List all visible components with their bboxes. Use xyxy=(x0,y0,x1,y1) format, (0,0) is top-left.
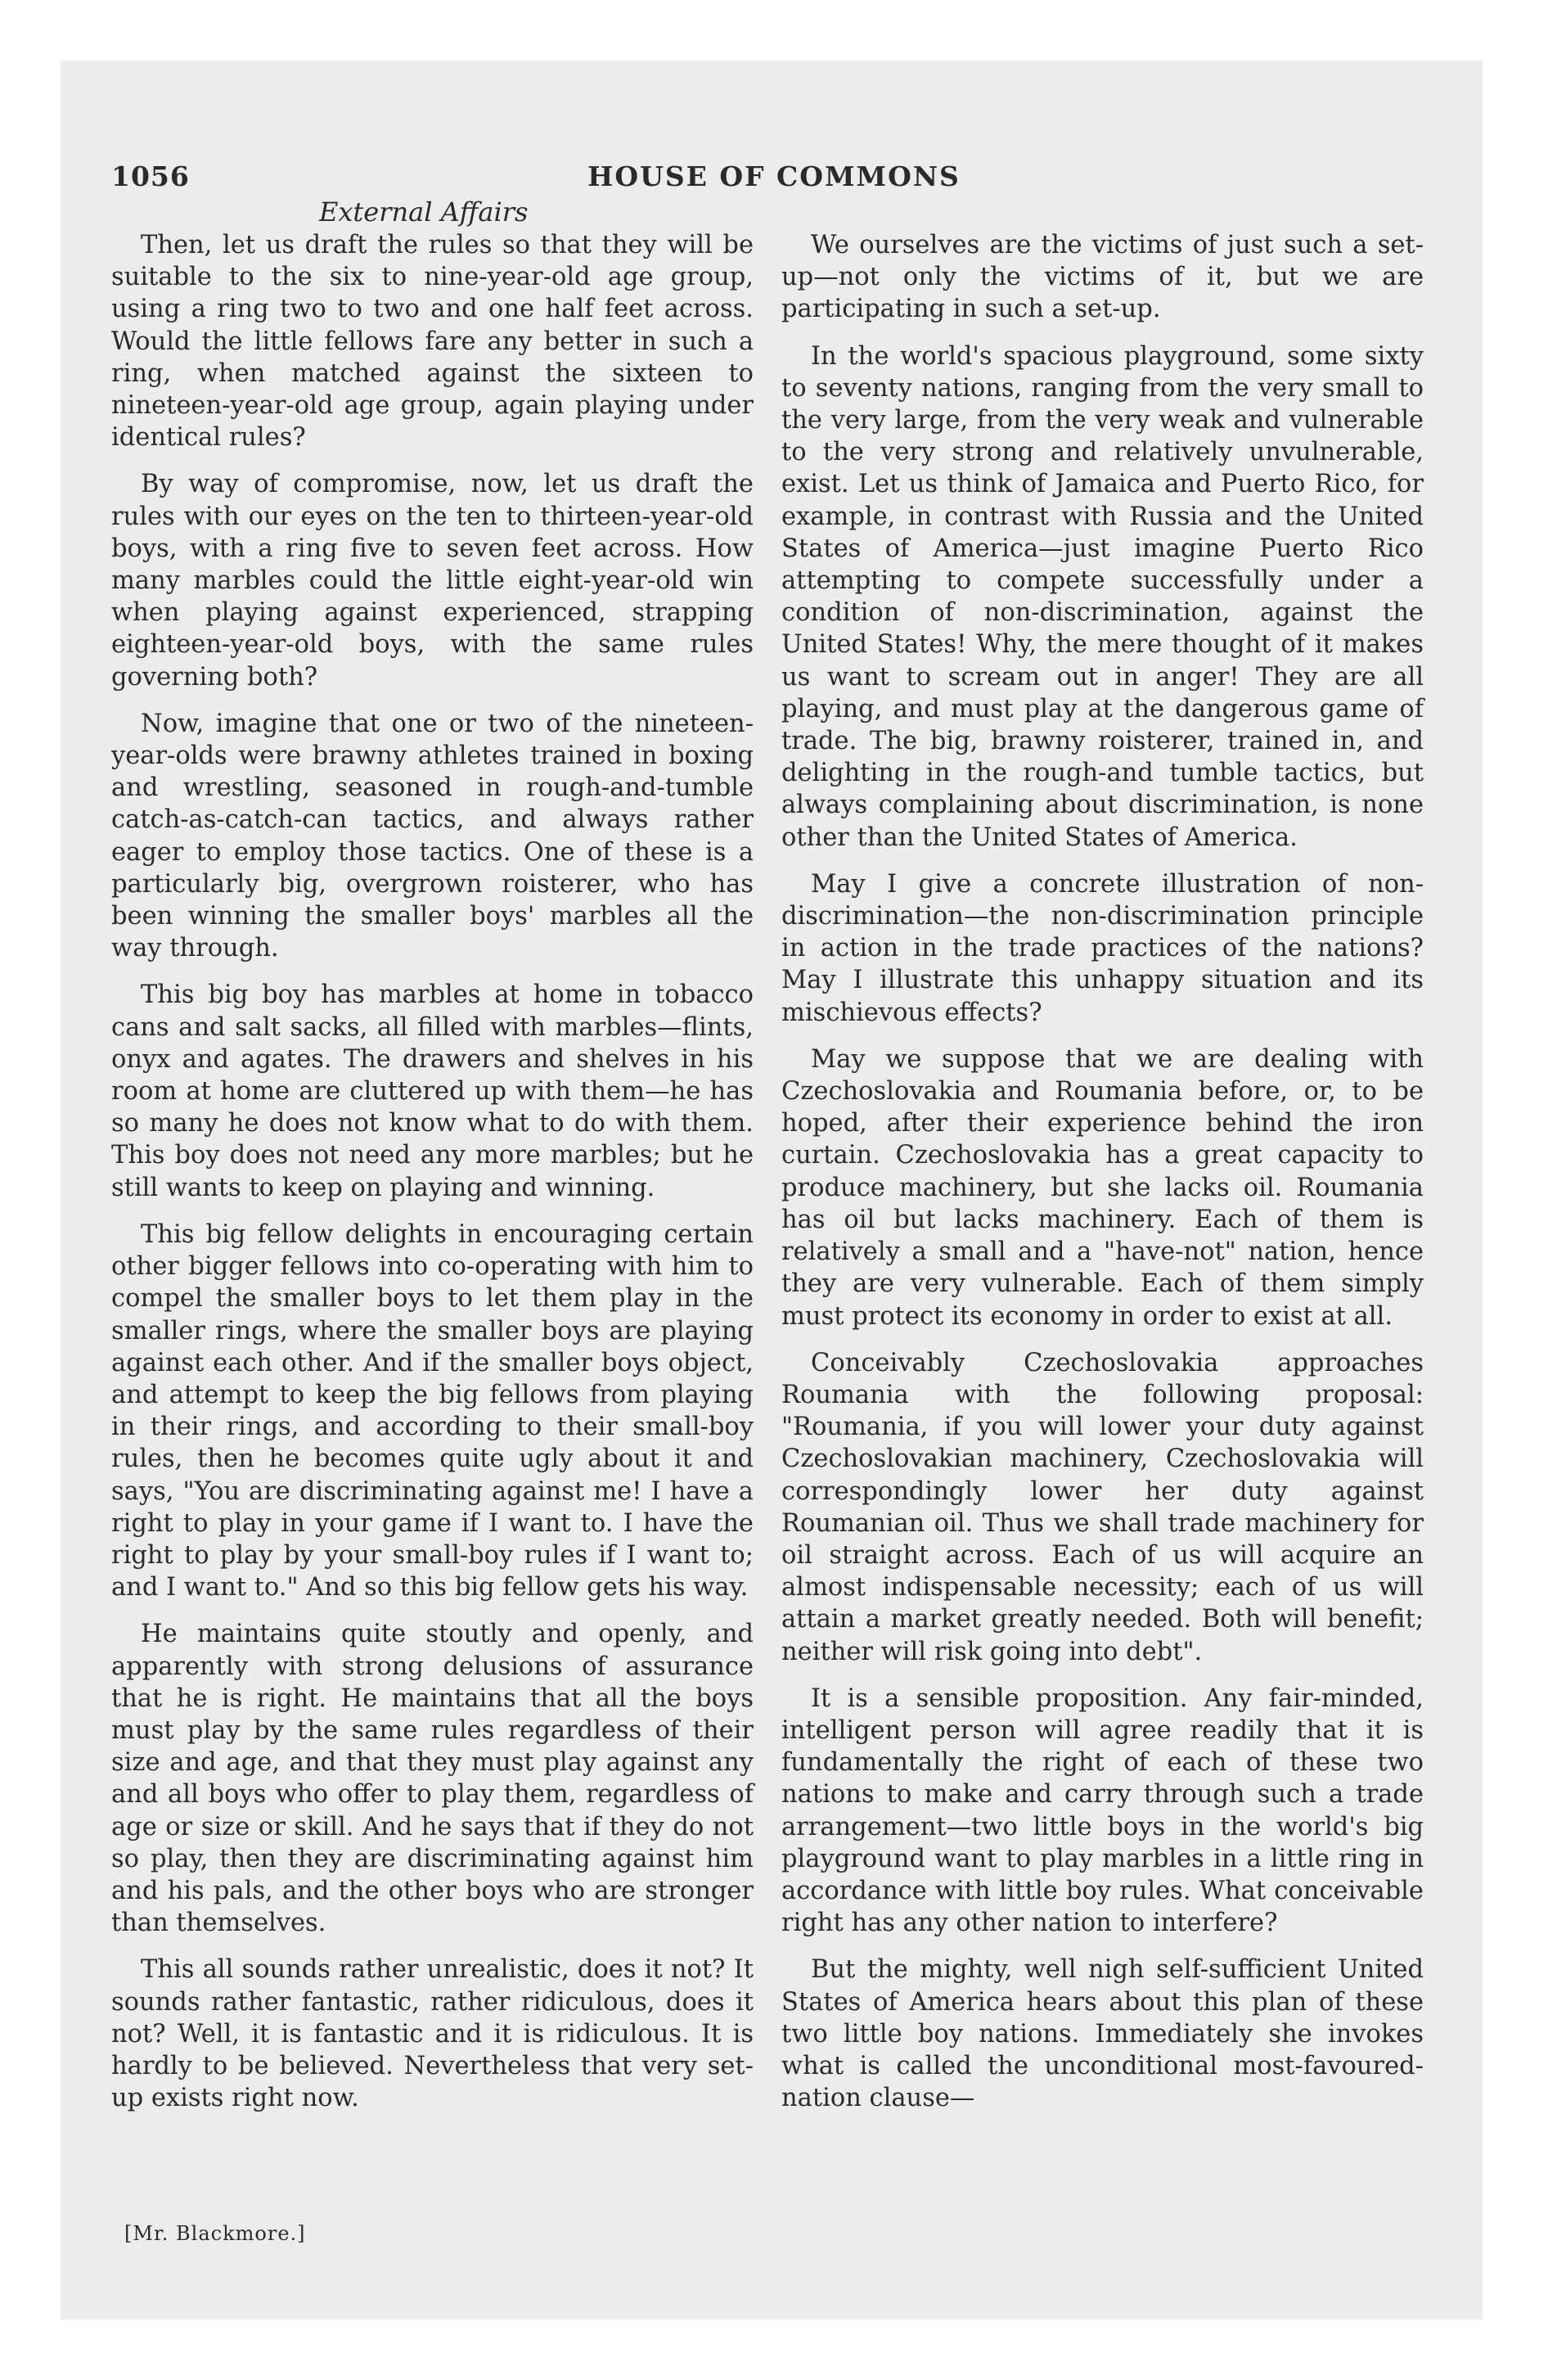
page-title: HOUSE OF COMMONS xyxy=(587,160,961,192)
page-header xyxy=(111,160,1437,198)
speaker-attribution: [Mr. Blackmore.] xyxy=(124,2222,306,2245)
page-number: 1056 xyxy=(111,160,190,192)
left-column xyxy=(111,229,754,2129)
paragraph: May I give a concrete illustration of non-discrimination—the non-discrimination principle in action in the trade practices of the nations? May I illustrate this unhappy situation and its mischievous effects? xyxy=(781,869,1424,1027)
section-subtitle: External Affairs xyxy=(319,196,529,228)
paragraph: This big fellow delights in encouraging certain other bigger fellows into co-operating with him to compel the smaller boys to let them play in the smaller rings, where the smaller boys are playing against each other. And if the smaller boys object, and attempt to keep the big fellows from playing in their rings, and according to their small-boy rules, then he becomes quite ugly about it and says, "You are discriminating against me! I have a right to play in your game if I want to. I have the right to play by your small-boy rules if I want to; and I want to." And so this big fellow gets his way. xyxy=(111,1219,754,1602)
paragraph: We ourselves are the victims of just such a set-up—not only the victims of it, but we are participating in such a set-up. xyxy=(781,231,1424,324)
paragraph: Conceivably Czechoslovakia approaches Roumania with the following proposal: "Roumania, if you will lower your duty against Czechoslovakian machinery, Czechoslovakia will correspondingly lower her duty against Roumanian oil. Thus we shall trade machinery for oil straight across. Each of us will acquire an almost indispensable necessity; each of us will attain a market greatly needed. Both will benefit; neither will risk going into debt". xyxy=(781,1348,1424,1666)
paragraph: Now, imagine that one or two of the nineteen-year-olds were brawny athletes trained in boxing and wrestling, seasoned in rough-and-tumble catch-as-catch-can tactics, and always rather eager to employ those tactics. One of these is a particularly big, overgrown roisterer, who has been winning the smaller boys' marbles all the way through. xyxy=(111,709,754,963)
paragraph: This all sounds rather unrealistic, does it not? It sounds rather fantastic, rather ridiculous, does it not? Well, it is fantastic and it is ridiculous. It is hardly to be believed. Nevertheless that very set-up exists right now. xyxy=(111,1955,754,2113)
paragraph: By way of compromise, now, let us draft the rules with our eyes on the ten to thirteen-year-old boys, with a ring five to seven feet across. How many marbles could the little eight-year-old win when playing against experienced, strapping eighteen-year-old boys, with the same rules governing both? xyxy=(111,470,754,692)
paragraph: He maintains quite stoutly and openly, and apparently with strong delusions of assurance that he is right. He maintains that all the boys must play by the same rules regardless of their size and age, and that they must play against any and all boys who offer to play them, regardless of age or size or skill. And he says that if they do not so play, then they are discriminating against him and his pals, and the other boys who are stronger than themselves. xyxy=(111,1620,754,1938)
paragraph: But the mighty, well nigh self-sufficient United States of America hears about this plan of these two little boy nations. Immediately she invokes what is called the unconditional most-favoured-nation clause— xyxy=(781,1955,1424,2113)
paragraph: May we suppose that we are dealing with Czechoslovakia and Roumania before, or, to be hoped, after their experience behind the iron curtain. Czechoslovakia has a great capacity to produce machinery, but she lacks oil. Roumania has oil but lacks machinery. Each of them is relatively a small and a "have-not" nation, hence they are very vulnerable. Each of them simply must protect its economy in order to exist at all. xyxy=(781,1044,1424,1331)
paragraph: It is a sensible proposition. Any fair-minded, intelligent person will agree readily that it is fundamentally the right of each of these two nations to make and carry through such a trade arrangement—two little boys in the world's big playground want to play marbles in a little ring in accordance with little boy rules. What conceivable right has any other nation to interfere? xyxy=(781,1684,1424,1938)
paragraph: This big boy has marbles at home in tobacco cans and salt sacks, all filled with marbles—flints, onyx and agates. The drawers and shelves in his room at home are cluttered up with them—he has so many he does not know what to do with them. This boy does not need any more marbles; but he still wants to keep on playing and winning. xyxy=(111,980,754,1202)
paragraph: In the world's spacious playground, some sixty to seventy nations, ranging from the very small to the very large, from the very weak and vulnerable to the very strong and relatively unvulnerable, exist. Let us think of Jamaica and Puerto Rico, for example, in contrast with Russia and the United States of America—just imagine Puerto Rico attempting to compete successfully under a condition of non-discrimination, against the United States! Why, the mere thought of it makes us want to scream out in anger! They are all playing, and must play at the dangerous game of trade. The big, brawny roisterer, trained in, and delighting in the rough-and tumble tactics, but always complaining about discrimination, is none other than the United States of America. xyxy=(781,341,1424,852)
paragraph: Then, let us draft the rules so that they will be suitable to the six to nine-year-old age group, using a ring two to two and one half feet across. Would the little fellows fare any better in such a ring, when matched against the sixteen to nineteen-year-old age group, again playing under identical rules? xyxy=(111,231,754,453)
right-column xyxy=(781,229,1424,2129)
